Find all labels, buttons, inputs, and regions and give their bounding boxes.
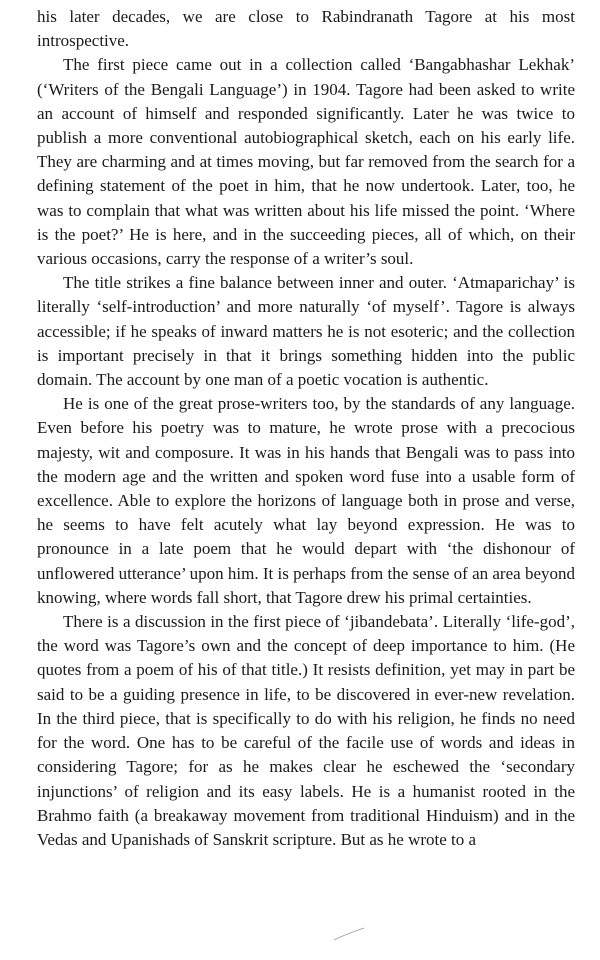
paragraph-title: The title strikes a fine balance between inner and outer. ‘Atmaparichay’ is literally ‘self-introduction’ and more naturally ‘of myself’. Tagore is always accessible; if he speaks of inward matters he is not esoteric; and the collection is important precisely in that it brings something hidden into the public domain. The account by one man of a poetic vocation is authentic.	[37, 273, 575, 390]
paragraph-continuation: his later decades, we are close to Rabindranath Tagore at his most introspective.	[37, 7, 575, 51]
pencil-mark	[330, 924, 370, 944]
body-text	[37, 5, 575, 852]
paragraph-prose-writer: He is one of the great prose-writers too, by the standards of any language. Even before his poetry was to mature, he wrote prose with a precocious majesty, wit and composure. It was in his hands that Bengali was to pass into the modern age and the written and spoken word fuse into a usable form of excellence. Able to explore the horizons of language both in prose and verse, he seems to have felt acutely what lay beyond expression. He was to pronounce in a late poem that he would depart with ‘the dishonour of unflowered utterance’ upon him. It is perhaps from the sense of an area beyond knowing, where words fall short, that Tagore drew his primal certainties.	[37, 394, 575, 607]
paragraph-jibandebata: There is a discussion in the first piece of ‘jibandebata’. Literally ‘life-god’, the word was Tagore’s own and the concept of deep importance to him. (He quotes from a poem of his of that title.) It resists definition, yet may in part be said to be a guiding presence in life, to be discovered in ever-new revelation. In the third piece, that is specifically to do with his religion, he finds no need for the word. One has to be careful of the facile use of words and ideas in considering Tagore; for as he makes clear he eschewed the ‘secondary injunctions’ of religion and its easy labels. He is a humanist rooted in the Brahmo faith (a breakaway movement from traditional Hinduism) and in the Vedas and Upanishads of Sanskrit scripture. But as he wrote to a	[37, 612, 575, 849]
paragraph-first-piece: The first piece came out in a collection called ‘Bangabhashar Lekhak’ (‘Writers of the Bengali Language’) in 1904. Tagore had been asked to write an account of himself and responded significantly. Later he was twice to publish a more conventional autobiographical sketch, each on his early life. They are charming and at times moving, but far removed from the search for a defining statement of the poet in him, that he now undertook. Later, too, he was to complain that what was written about his life missed the point. ‘Where is the poet?’ He is here, and in the succeeding pieces, all of which, on their various occasions, carry the response of a writer’s soul.	[37, 55, 575, 269]
